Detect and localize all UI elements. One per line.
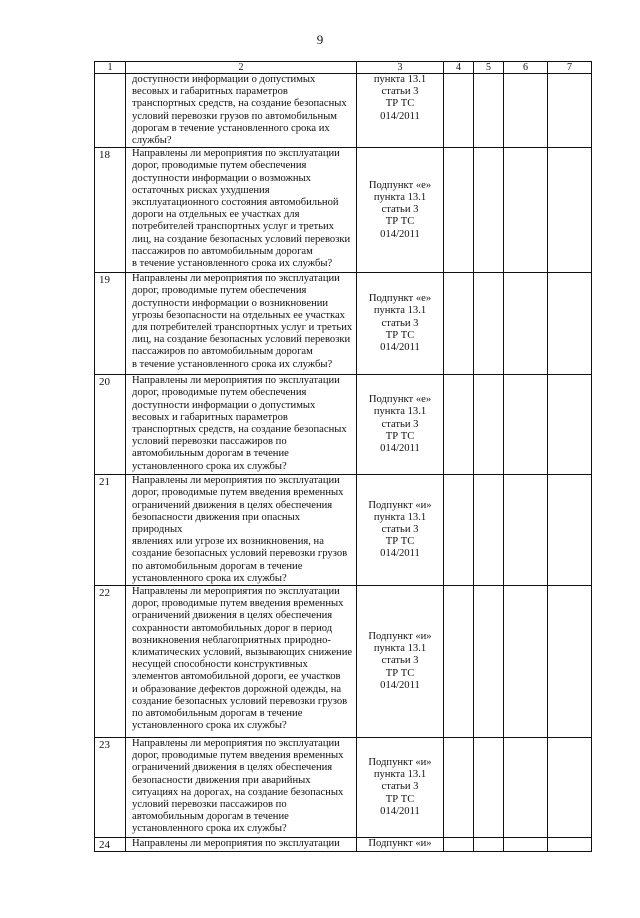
empty-cell <box>444 74 474 148</box>
legal-reference: Подпункт «и» пункта 13.1 статьи 3 ТР ТС 014/2011 <box>368 631 432 691</box>
table-row <box>95 838 592 852</box>
question-text: Направлены ли мероприятия по эксплуатации дорог, проводимые путем обеспечения доступности информации о возникновении угрозы безопасности на отдельных ее участках для потребителей транспортных услуг и третьих лиц, на создание безопасных условий перевозки пассажиров по автомобильным дорогам в течение установленного срока их службы? <box>132 273 353 370</box>
empty-cell <box>444 148 474 273</box>
question-text: Направлены ли мероприятия по эксплуатации дорог, проводимые путем введения временных ограничений движения в целях обеспечения сохранности автомобильных дорог в период возникновения неблагоприятных природно- климатических условий, вызывающих снижение несущей способности конструктивных элементов автомобильной дороги, ее участков и образование дефектов дорожной одежды, на создание безопасных условий перевозки грузов по автомобильным дорогам в течение установленного срока их службы? <box>132 586 353 732</box>
empty-cell <box>504 375 548 475</box>
empty-cell <box>504 475 548 586</box>
empty-cell <box>504 838 548 852</box>
question-text: Направлены ли мероприятия по эксплуатации дорог, проводимые путем обеспечения доступности информации о допустимых весовых и габаритных параметров транспортных средств, на создание безопасных условий перевозки пассажиров по автомобильным дорогам в течение установленного срока их службы? <box>132 375 347 472</box>
column-header: 1 <box>95 62 126 74</box>
row-number: 21 <box>95 475 126 586</box>
empty-cell <box>548 738 592 838</box>
legal-reference: Подпункт «е» пункта 13.1 статьи 3 ТР ТС 014/2011 <box>368 293 432 354</box>
page-number: 9 <box>316 32 324 47</box>
empty-cell <box>474 738 504 838</box>
empty-cell <box>504 74 548 148</box>
table-row <box>95 475 592 586</box>
empty-cell <box>548 375 592 475</box>
row-number: 24 <box>95 838 126 852</box>
empty-cell <box>474 148 504 273</box>
question-text: доступности информации о допустимых весовых и габаритных параметров транспортных средств, на создание безопасных условий перевозки грузов по автомобильным дорогам в течение установленного срока их службы? <box>132 74 347 147</box>
legal-reference: Подпункт «и» пункта 13.1 статьи 3 ТР ТС 014/2011 <box>368 499 432 560</box>
checklist-table <box>94 61 592 852</box>
row-number: 20 <box>95 375 126 475</box>
empty-cell <box>548 475 592 586</box>
empty-cell <box>474 273 504 375</box>
column-header: 4 <box>444 62 474 74</box>
legal-reference: Подпункт «и» <box>368 838 432 850</box>
empty-cell <box>474 838 504 852</box>
table-row <box>95 586 592 738</box>
table-header-row <box>95 62 592 74</box>
empty-cell <box>548 838 592 852</box>
legal-reference: Подпункт «е» пункта 13.1 статьи 3 ТР ТС 014/2011 <box>368 179 432 240</box>
empty-cell <box>444 273 474 375</box>
question-text: Направлены ли мероприятия по эксплуатации дорог, проводимые путем введения временных ограничений движения в целях обеспечения безопасности движения при опасных природных явлениях или угрозе их возникновения, на создание безопасных условий перевозки грузов по автомобильным дорогам в течение установленного срока их службы? <box>132 475 348 584</box>
table-row <box>95 74 592 148</box>
column-header: 3 <box>357 62 444 74</box>
row-number <box>95 74 126 148</box>
question-text: Направлены ли мероприятия по эксплуатации <box>132 838 340 850</box>
empty-cell <box>504 148 548 273</box>
legal-reference: пункта 13.1 статьи 3 ТР ТС 014/2011 <box>373 74 427 122</box>
empty-cell <box>504 586 548 738</box>
table-row <box>95 738 592 838</box>
empty-cell <box>548 586 592 738</box>
column-header: 5 <box>474 62 504 74</box>
column-header: 7 <box>548 62 592 74</box>
empty-cell <box>444 838 474 852</box>
empty-cell <box>474 586 504 738</box>
table-row <box>95 375 592 475</box>
column-header: 6 <box>504 62 548 74</box>
empty-cell <box>504 273 548 375</box>
empty-cell <box>548 273 592 375</box>
legal-reference: Подпункт «и» пункта 13.1 статьи 3 ТР ТС 014/2011 <box>368 757 432 817</box>
table-row <box>95 148 592 273</box>
empty-cell <box>444 738 474 838</box>
empty-cell <box>474 475 504 586</box>
empty-cell <box>444 375 474 475</box>
question-text: Направлены ли мероприятия по эксплуатации дорог, проводимые путем введения временных ограничений движения в целях обеспечения безопасности движения при аварийных ситуациях на дорогах, на создание безопасных условий перевозки пассажиров по автомобильным дорогам в течение установленного срока их службы? <box>132 738 344 835</box>
table-row <box>95 273 592 375</box>
column-header: 2 <box>126 62 357 74</box>
question-text: Направлены ли мероприятия по эксплуатации дорог, проводимые путем обеспечения доступности информации о возможных остаточных рисках ухудшения эксплуатационного состояния автомобильной дороги на отдельных ее участках для потребителей транспортных услуг и третьих лиц, на создание безопасных условий перевозки пассажиров по автомобильным дорогам в течение установленного срока их службы? <box>132 148 351 270</box>
legal-reference: Подпункт «е» пункта 13.1 статьи 3 ТР ТС 014/2011 <box>368 394 432 455</box>
empty-cell <box>548 148 592 273</box>
row-number: 22 <box>95 586 126 738</box>
empty-cell <box>504 738 548 838</box>
empty-cell <box>444 475 474 586</box>
empty-cell <box>474 375 504 475</box>
row-number: 23 <box>95 738 126 838</box>
row-number: 19 <box>95 273 126 375</box>
row-number: 18 <box>95 148 126 273</box>
empty-cell <box>474 74 504 148</box>
empty-cell <box>548 74 592 148</box>
empty-cell <box>444 586 474 738</box>
